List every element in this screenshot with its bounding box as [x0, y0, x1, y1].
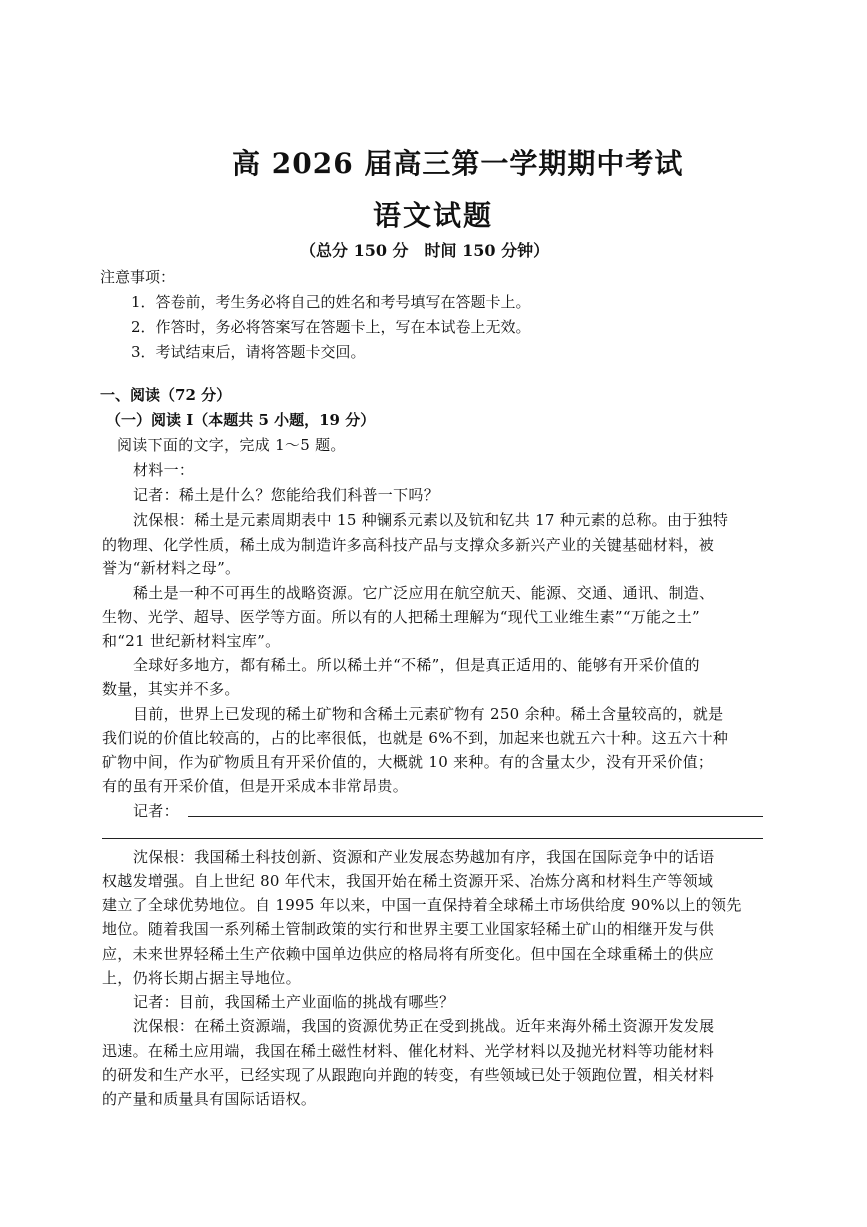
answer-blank-line-2: [102, 838, 763, 839]
note-item-3: 3．考试结束后，请将答题卡交回。: [131, 343, 366, 361]
passage-line: 地位。随着我国一系列稀土管制政策的实行和世界主要工业国家轻稀土矿山的相继开发与供: [102, 920, 715, 938]
passage-line: 誉为“新材料之母”。: [102, 559, 241, 577]
notes-heading: 注意事项：: [100, 268, 176, 286]
passage-line: 记者：目前，我国稀土产业面临的挑战有哪些？: [133, 993, 455, 1011]
passage-line: 生物、光学、超导、医学等方面。所以有的人把稀土理解为“现代工业维生素”“万能之土”: [102, 608, 700, 626]
passage-line: 的物理、化学性质，稀土成为制造许多高科技产品与支撑众多新兴产业的关键基础材料，被: [102, 536, 715, 554]
passage-line: 上，仍将长期占据主导地位。: [102, 969, 301, 987]
passage-line: 的研发和生产水平，已经实现了从跟跑向并跑的转变，有些领域已处于领跑位置，相关材料: [102, 1066, 715, 1084]
passage-line: 有的虽有开采价值，但是开采成本非常昂贵。: [102, 777, 409, 795]
section-heading: 一、阅读（72 分）: [100, 386, 232, 404]
passage-line: 全球好多地方，都有稀土。所以稀土并“不稀”，但是真正适用的、能够有开采价值的: [133, 656, 700, 674]
passage-line: 记者：稀土是什么？您能给我们科普一下吗？: [133, 486, 440, 504]
material-label: 材料一：: [133, 461, 195, 479]
passage-line: 应，未来世界轻稀土生产依赖中国单边供应的格局将有所变化。但中国在全球重稀土的供应: [102, 945, 715, 963]
reporter-question-label: 记者：: [133, 802, 179, 820]
score-time-line: （总分 150 分 时间 150 分钟）: [300, 241, 550, 260]
passage-line: 和“21 世纪新材料宝库”。: [102, 632, 281, 650]
passage-line: 我们说的价值比较高的，占的比率很低，也就是 6%不到，加起来也就五六十种。这五六十种: [102, 729, 729, 747]
note-item-1: 1．答卷前，考生务必将自己的姓名和考号填写在答题卡上。: [131, 293, 531, 311]
passage-line: 矿物中间，作为矿物质且有开采价值的，大概就 10 来种。有的含量太少，没有开采价值；: [102, 753, 714, 771]
passage-line: 沈保根：在稀土资源端，我国的资源优势正在受到挑战。近年来海外稀土资源开发发展: [133, 1017, 715, 1035]
passage-line: 权越发增强。自上世纪 80 年代末，我国开始在稀土资源开采、冶炼分离和材料生产等领域: [102, 872, 714, 890]
exam-subject-title: 语文试题: [373, 199, 494, 232]
answer-blank-line: [188, 816, 763, 817]
note-item-2: 2．作答时，务必将答案写在答题卡上，写在本试卷上无效。: [131, 318, 531, 336]
subsection-heading: （一）阅读 I（本题共 5 小题，19 分）: [106, 411, 376, 429]
passage-line: 稀土是一种不可再生的战略资源。它广泛应用在航空航天、能源、交通、通讯、制造、: [133, 584, 715, 602]
reading-instruction: 阅读下面的文字，完成 1～5 题。: [117, 436, 346, 454]
passage-line: 的产量和质量具有国际话语权。: [102, 1090, 317, 1108]
passage-line: 建立了全球优势地位。自 1995 年以来，中国一直保持着全球稀土市场供给度 90%以上的领先: [102, 896, 742, 914]
passage-line: 沈保根：稀土是元素周期表中 15 种镧系元素以及钪和钇共 17 种元素的总称。由于独特: [133, 511, 729, 529]
passage-line: 数量，其实并不多。: [102, 680, 240, 698]
passage-line: 沈保根：我国稀土科技创新、资源和产业发展态势越加有序，我国在国际竞争中的话语: [133, 848, 715, 866]
passage-line: 迅速。在稀土应用端，我国在稀土磁性材料、催化材料、光学材料以及抛光材料等功能材料: [102, 1042, 715, 1060]
exam-title: 高 2026 届高三第一学期期中考试: [232, 147, 684, 180]
passage-line: 目前，世界上已发现的稀土矿物和含稀土元素矿物有 250 余种。稀土含量较高的，就是: [133, 705, 724, 723]
